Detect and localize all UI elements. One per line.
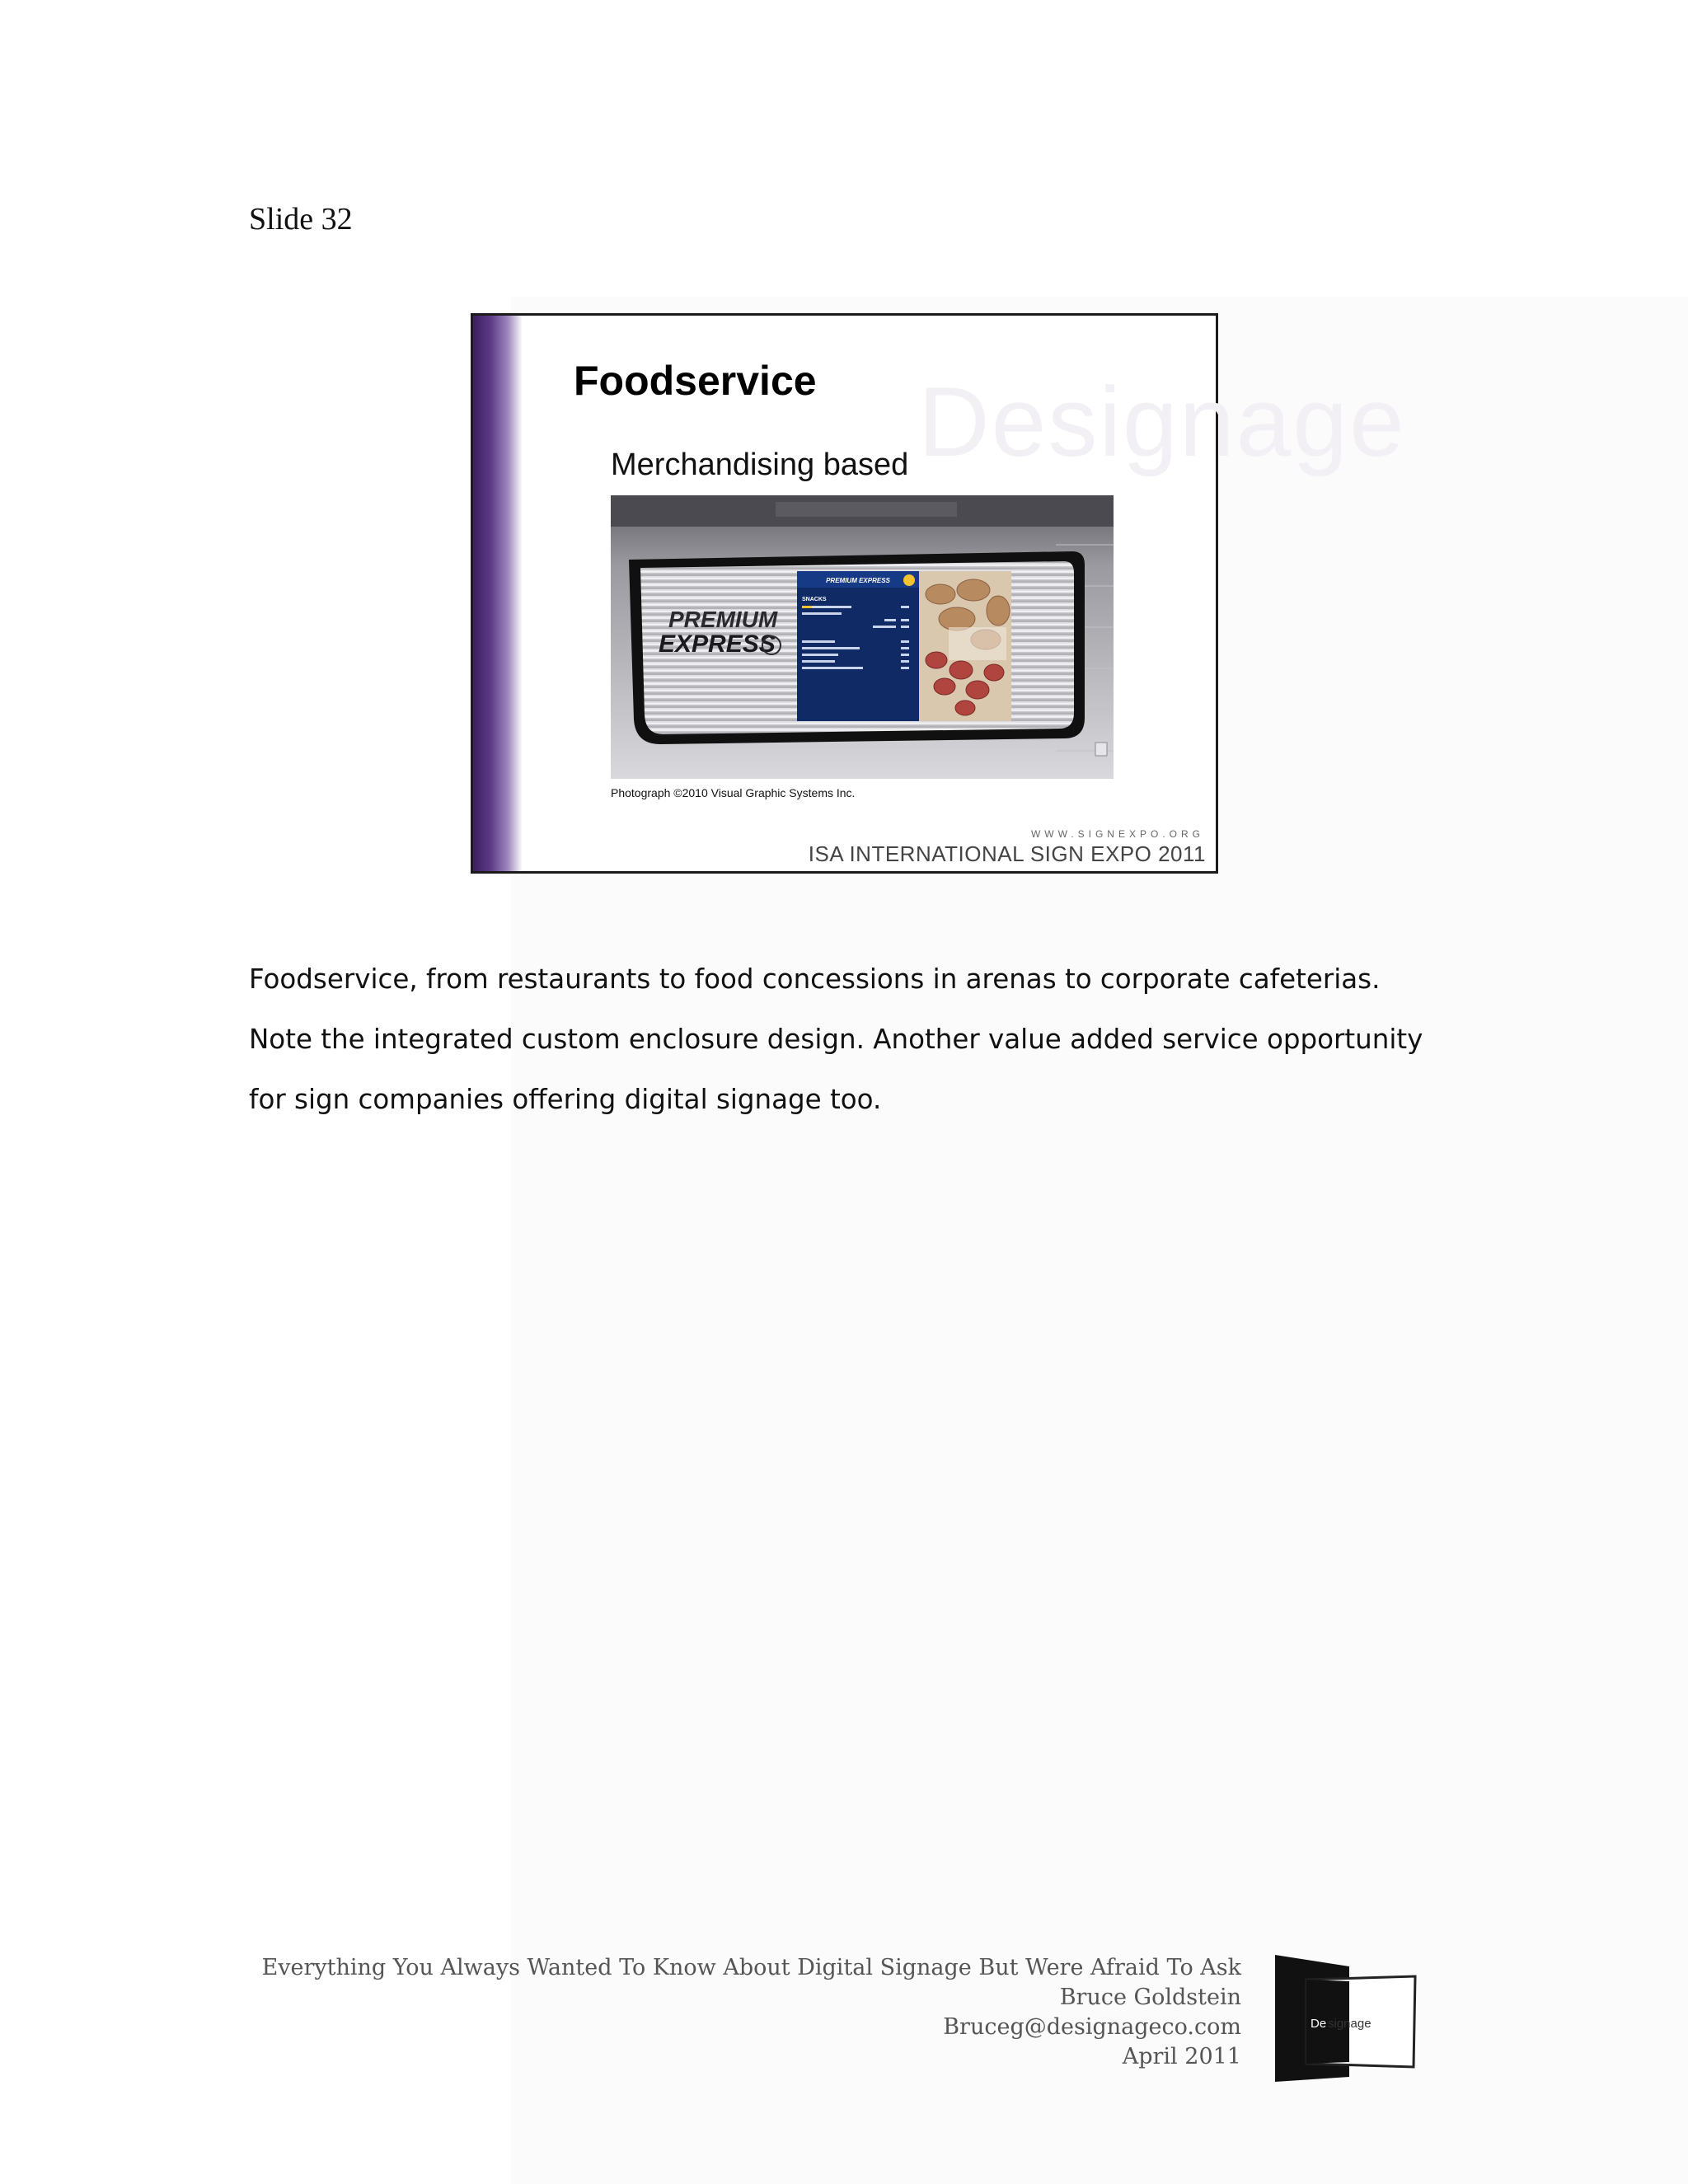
screen-header: PREMIUM EXPRESS	[826, 577, 890, 584]
svg-text:SNACKS	[802, 597, 827, 602]
expo-url: WWW.SIGNEXPO.ORG	[1030, 828, 1204, 840]
expo-name: ISA INTERNATIONAL SIGN EXPO 2011	[808, 841, 1206, 866]
page-footer	[262, 1953, 1241, 2072]
foodservice-sign-photo	[611, 495, 1114, 779]
svg-text:De: De	[1311, 2017, 1327, 2031]
slide-thumbnail	[471, 313, 1406, 874]
svg-text:PREMIUM	[668, 607, 778, 632]
screen-section: SNACKS	[802, 597, 827, 602]
notes-line: Foodservice, from restaurants to food concessions in arenas to corporate cafeterias.	[249, 963, 1381, 995]
sign-brand-line1: PREMIUM	[668, 607, 778, 632]
svg-text:signage: signage	[1328, 2017, 1372, 2031]
svg-text:PREMIUM EXPRESS	[826, 577, 890, 584]
slide-watermark: Designage	[918, 367, 1406, 477]
footer-title: Everything You Always Wanted To Know About Digital Signage But Were Afraid To Ask	[261, 1955, 1241, 1980]
slide-number-label: Slide 32	[249, 202, 353, 237]
svg-text:EXPRESS	[659, 630, 776, 658]
footer-author: Bruce Goldstein	[1059, 1985, 1241, 2010]
notes-line: for sign companies offering digital signage too.	[249, 1084, 882, 1115]
slide-subtitle: Merchandising based	[611, 448, 909, 482]
slide-accent-bar	[473, 316, 523, 871]
footer-email: Bruceg@designageco.com	[943, 2014, 1241, 2040]
sign-brand-line2: EXPRESS	[659, 630, 776, 658]
slide-title: Foodservice	[574, 358, 817, 404]
photo-credit: Photograph ©2010 Visual Graphic Systems Inc.	[611, 786, 856, 799]
designage-logo	[1273, 1953, 1418, 2083]
footer-date: April 2011	[1122, 2044, 1241, 2069]
slide-notes	[249, 949, 1452, 1130]
notes-line: Note the integrated custom enclosure design. Another value added service opportunity	[249, 1024, 1423, 1055]
